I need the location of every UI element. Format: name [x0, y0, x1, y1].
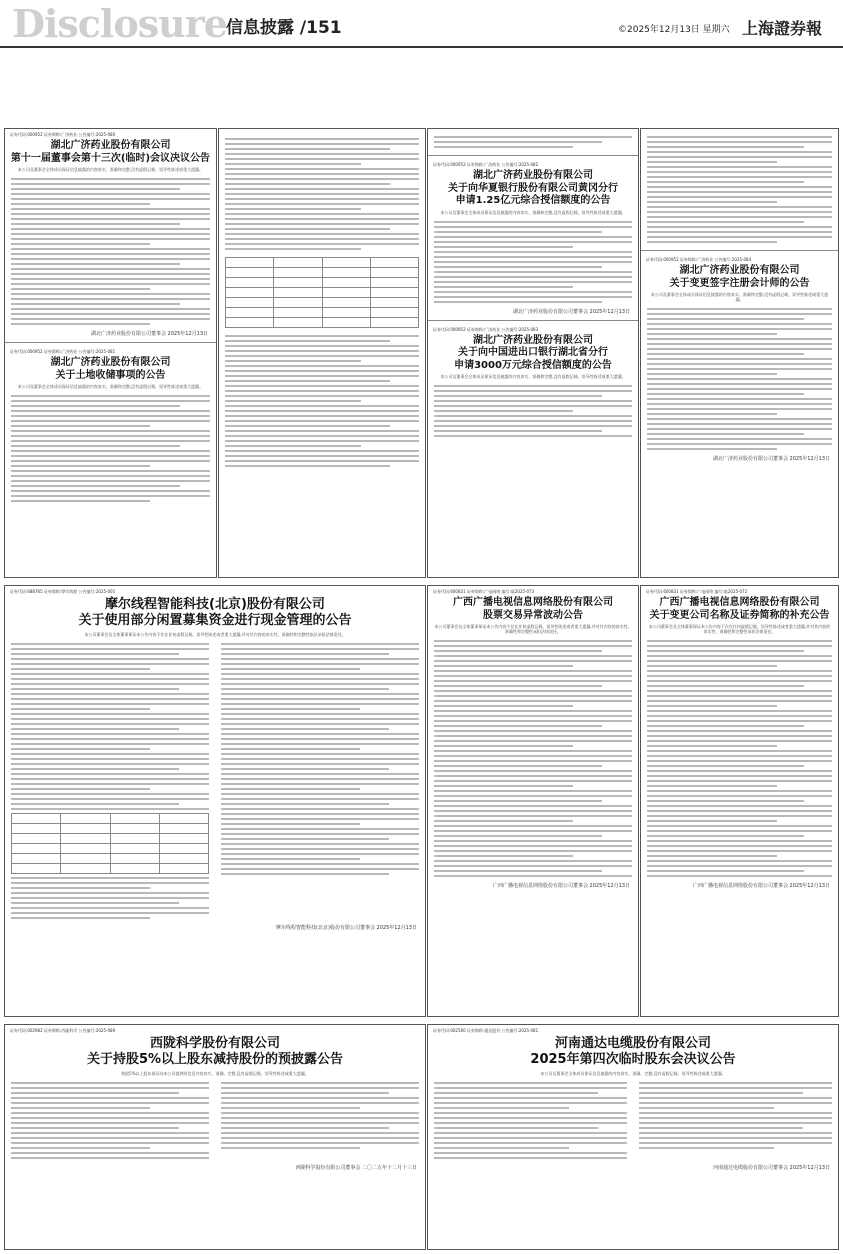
notice-signature: 广西广播电视信息网络股份有限公司董事会 2025年12月13日 [692, 883, 830, 889]
notice-signature: 湖北广济药业股份有限公司董事会 2025年12月13日 [90, 331, 208, 337]
divider [428, 320, 638, 321]
masthead [0, 0, 843, 48]
notice-body-text [219, 331, 425, 471]
notice-statement: 本公司及董事会全体成员保证信息披露的内容真实、准确和完整,没有虚假记载、误导性陈述或重大遗漏。 [17, 384, 204, 389]
notice-title-line: 关于向中国进出口银行湖北省分行 [458, 347, 608, 358]
notice-body-text [5, 639, 215, 923]
notice-block-auditor [640, 128, 839, 578]
fund-table [11, 813, 209, 874]
notice-meta: 证券代码:600831 证券简称:广电网络 编号:临2025-073 [433, 589, 535, 594]
notice-body-text [215, 639, 425, 923]
notice-signature: 湖北广济药业股份有限公司董事会 2025年12月13日 [512, 308, 630, 315]
notice-title-line: 申请1.25亿元综合授信额度的公告 [455, 195, 611, 206]
notice-title-line: 西陇科学股份有限公司 [149, 1036, 280, 1051]
notice-continuation [218, 128, 426, 578]
notice-title-line: 股票交易异常波动公告 [483, 609, 583, 621]
notice-guangji-exim [428, 324, 638, 442]
divider [5, 342, 216, 343]
notice-body-text [428, 381, 638, 441]
notice-signature: 河南通达电缆股份有限公司董事会 2025年12月13日 [712, 1164, 830, 1171]
newspaper-name: 上海證券報 [742, 19, 823, 38]
notice-body-text [5, 174, 216, 329]
notice-meta: 证券代码:000952 证券简称:广济药业 公告编号:2025-082 [433, 162, 539, 167]
notice-title-line: 广西广播电视信息网络股份有限公司 [659, 597, 820, 608]
notice-title-line: 第十一届董事会第十三次(临时)会议决议公告 [10, 152, 211, 164]
notice-title-line: 关于向华夏银行股份有限公司黄冈分行 [448, 182, 618, 194]
notice-meta: 证券代码:000952 证券简称:广济药业 公告编号:2025-084 [646, 257, 752, 262]
notice-title-line: 湖北广济药业股份有限公司 [50, 140, 171, 151]
notice-tongda [427, 1024, 839, 1250]
notice-meta: 证券代码:000952 证券简称:广济药业 公告编号:2025-083 [433, 326, 539, 332]
notice-meta: 证券代码:688765 证券简称:摩尔线程 公告编号:2025-005 [10, 589, 116, 594]
notice-title-line: 关于变更公司名称及证券简称的补充公告 [649, 609, 830, 621]
notice-statement: 本公司董事会及全体董事保证本公告内容不存在任何虚假记载、误导性陈述或者重大遗漏,并对其内容的真实性、准确性和完整性依法承担法律责任。 [84, 631, 346, 637]
notice-title-line: 湖北广济药业股份有限公司 [473, 334, 593, 346]
notice-meta: 证券代码:000952 证券简称:广济药业 公告编号:2025-080 [10, 132, 116, 137]
notice-body-text [641, 636, 838, 881]
notice-meta: 证券代码:002982 证券简称:西陇科学 公告编号:2025-089 [10, 1028, 116, 1033]
divider [641, 250, 838, 251]
notice-guangji-land [5, 346, 216, 506]
notice-columns [5, 639, 425, 923]
notice-meta: 证券代码:600831 证券简称:广电网络 编号:临2025-072 [646, 589, 748, 594]
notice-body-text [428, 636, 638, 881]
notice-columns [428, 1078, 838, 1163]
notice-guangji-board [5, 129, 216, 339]
notice-statement: 本公司及董事会全体成员保证信息披露的内容真实、准确和完整,没有虚假记载、误导性陈述或重大遗漏。 [17, 167, 204, 172]
notice-title-line: 摩尔线程智能科技(北京)股份有限公司 [105, 597, 325, 612]
notice-block-credit [427, 128, 639, 578]
section-title: 信息披露 /151 [226, 18, 342, 38]
notice-statement: 本公司及董事会全体成员保证信息披露的内容真实、准确和完整,没有虚假记载、误导性陈述或重大遗漏。 [440, 209, 626, 215]
notice-title-line: 申请3000万元综合授信额度的公告 [454, 359, 612, 371]
notice-meta: 证券代码:002560 证券简称:通达股份 公告编号:2025-081 [433, 1028, 539, 1033]
notice-body-text [428, 1078, 633, 1163]
notice-title-line: 关于持股5%以上股东减持股份的预披露公告 [86, 1052, 344, 1068]
notice-block-left [4, 128, 217, 578]
notice-title-line: 关于土地收储事项的公告 [55, 369, 166, 381]
notice-body-text [428, 217, 638, 307]
notice-signature: 摩尔线程智能科技(北京)股份有限公司董事会 2025年12月13日 [276, 924, 417, 931]
notice-statement: 本公司及董事会全体成员保证信息披露的内容真实、准确和完整,没有虚假记载、误导性陈述或重大遗漏。 [440, 374, 626, 379]
notice-statement: 本公司董事会及全体董事保证本公告内容不存在任何虚假记载、误导性陈述或者重大遗漏,并对其内容的真实性、准确性和完整性承担法律责任。 [648, 624, 831, 634]
land-table [225, 257, 419, 328]
disclosure-wordmark: Disclosure [12, 1, 227, 46]
notice-guangji-huaxia [428, 159, 638, 317]
notice-statement: 本公司董事会及全体董事保证本公告内容不存在任何虚假记载、误导性陈述或者重大遗漏,并对其内容的真实性、准确性和完整性承担法律责任。 [434, 624, 632, 634]
notice-body-text [641, 129, 838, 247]
notice-statement: 持股5%以上股东保证向本公司提供的信息内容真实、准确、完整,没有虚假记载、误导性陈述或重大遗漏。 [121, 1070, 309, 1076]
notice-title-line: 广西广播电视信息网络股份有限公司 [453, 597, 613, 608]
notice-title-line: 湖北广济药业股份有限公司 [50, 357, 171, 368]
notice-meta: 证券代码:000952 证券简称:广济药业 公告编号:2025-081 [10, 349, 116, 354]
issue-date: ©2025年12月13日 星期六 [618, 25, 730, 35]
notice-statement: 本公司及董事会全体成员保证信息披露的内容真实、准确和完整,没有虚假记载、误导性陈述或重大遗漏。 [650, 292, 829, 302]
notice-body-text [633, 1078, 838, 1163]
notice-signature: 湖北广济药业股份有限公司董事会 2025年12月13日 [712, 456, 830, 462]
notice-statement: 本公司及董事会全体成员保证信息披露的内容真实、准确、完整,没有虚假记载、误导性陈述或重大遗漏。 [540, 1070, 726, 1076]
divider [428, 155, 638, 156]
notice-title-line: 湖北广济药业股份有限公司 [679, 265, 800, 276]
notice-guangxi-rename [640, 585, 839, 1017]
notice-guangji-auditor [641, 254, 838, 464]
notice-body-text [215, 1078, 425, 1163]
notice-guangxi-abnormal [427, 585, 639, 1017]
notice-title-line: 关于使用部分闲置募集资金进行现金管理的公告 [78, 613, 352, 629]
notice-xilong [4, 1024, 426, 1250]
notice-title-line: 河南通达电缆股份有限公司 [554, 1036, 711, 1051]
notice-body-text [219, 129, 425, 254]
notice-body-text [5, 1078, 215, 1163]
notice-moore-threads [4, 585, 426, 1017]
notice-body-text [641, 304, 838, 454]
notice-columns [5, 1078, 425, 1163]
notice-title-line: 关于变更签字注册会计师的公告 [669, 277, 810, 289]
notice-body-text [5, 391, 216, 506]
notice-signature: 西陇科学股份有限公司董事会 二〇二五年十二月十三日 [295, 1164, 417, 1171]
notice-body-text [428, 129, 638, 152]
notice-title-line: 2025年第四次临时股东会决议公告 [530, 1052, 736, 1068]
notice-title-line: 湖北广济药业股份有限公司 [473, 170, 593, 181]
notice-signature: 广西广播电视信息网络股份有限公司董事会 2025年12月13日 [492, 883, 630, 889]
